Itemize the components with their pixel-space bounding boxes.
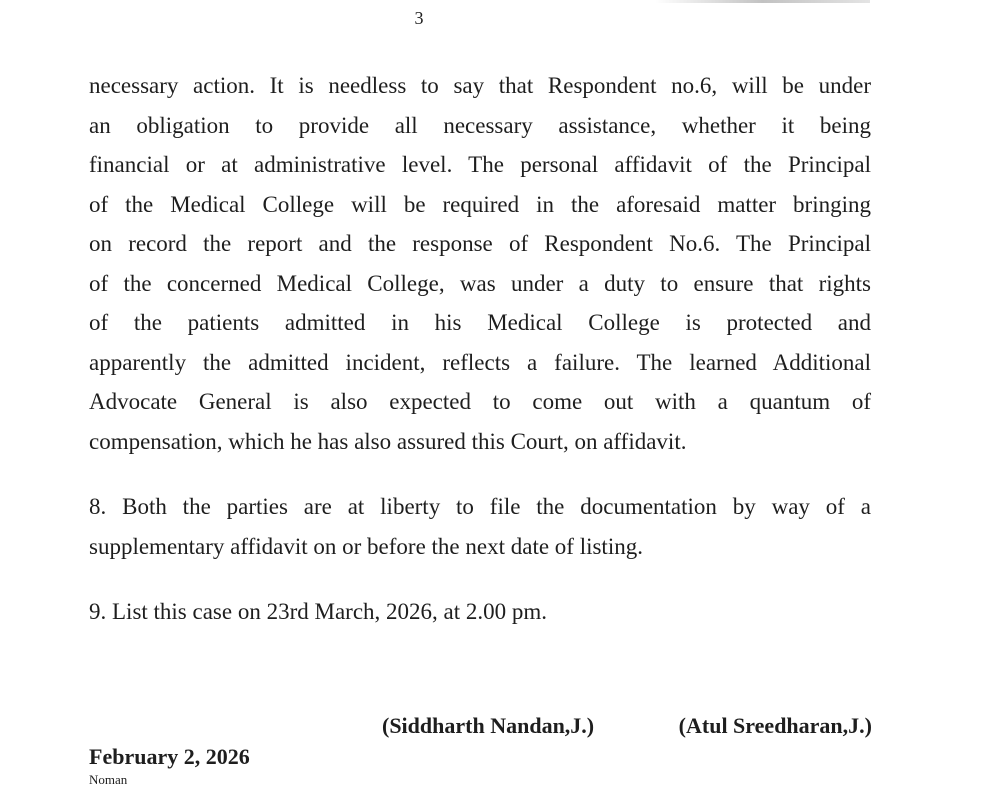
typist-initials: Noman xyxy=(89,772,128,787)
judge-name-2: (Atul Sreedharan,J.) xyxy=(678,713,872,738)
order-date: February 2, 2026 xyxy=(89,744,250,769)
paragraph-line: Advocate General is also expected to come out with a quantum of xyxy=(89,389,871,414)
paragraph-9 xyxy=(89,592,871,632)
page-number: 3 xyxy=(414,8,424,28)
header-scan-artifact xyxy=(655,0,870,3)
judges-signature-block xyxy=(382,713,872,739)
paragraph-line: 9. List this case on 23rd March, 2026, at 2.00 pm. xyxy=(89,599,548,624)
paragraph-7-continuation xyxy=(89,66,871,461)
paragraph-line: an obligation to provide all necessary assistance, whether it being xyxy=(89,112,871,138)
paragraph-8 xyxy=(89,487,871,566)
paragraph-line: apparently the admitted incident, reflects a failure. The learned Additional xyxy=(89,349,871,375)
paragraph-line: supplementary affidavit on or before the next date of listing. xyxy=(89,533,643,559)
paragraph-line: necessary action. It is needless to say that Respondent no.6, will be under xyxy=(89,73,871,98)
paragraph-line: of the patients admitted in his Medical College is protected and xyxy=(89,310,871,335)
paragraph-line: of the concerned Medical College, was under a duty to ensure that rights xyxy=(89,270,871,296)
paragraph-line: financial or at administrative level. The personal affidavit of the Principal xyxy=(89,152,871,177)
paragraph-line: 8. Both the parties are at liberty to file the documentation by way of a xyxy=(89,494,871,519)
paragraph-line: compensation, which he has also assured this Court, on affidavit. xyxy=(89,428,687,454)
judge-name-1: (Siddharth Nandan,J.) xyxy=(382,713,595,738)
paragraph-line: on record the report and the response of Respondent No.6. The Principal xyxy=(89,231,871,256)
paragraph-line: of the Medical College will be required in the aforesaid matter bringing xyxy=(89,191,871,217)
